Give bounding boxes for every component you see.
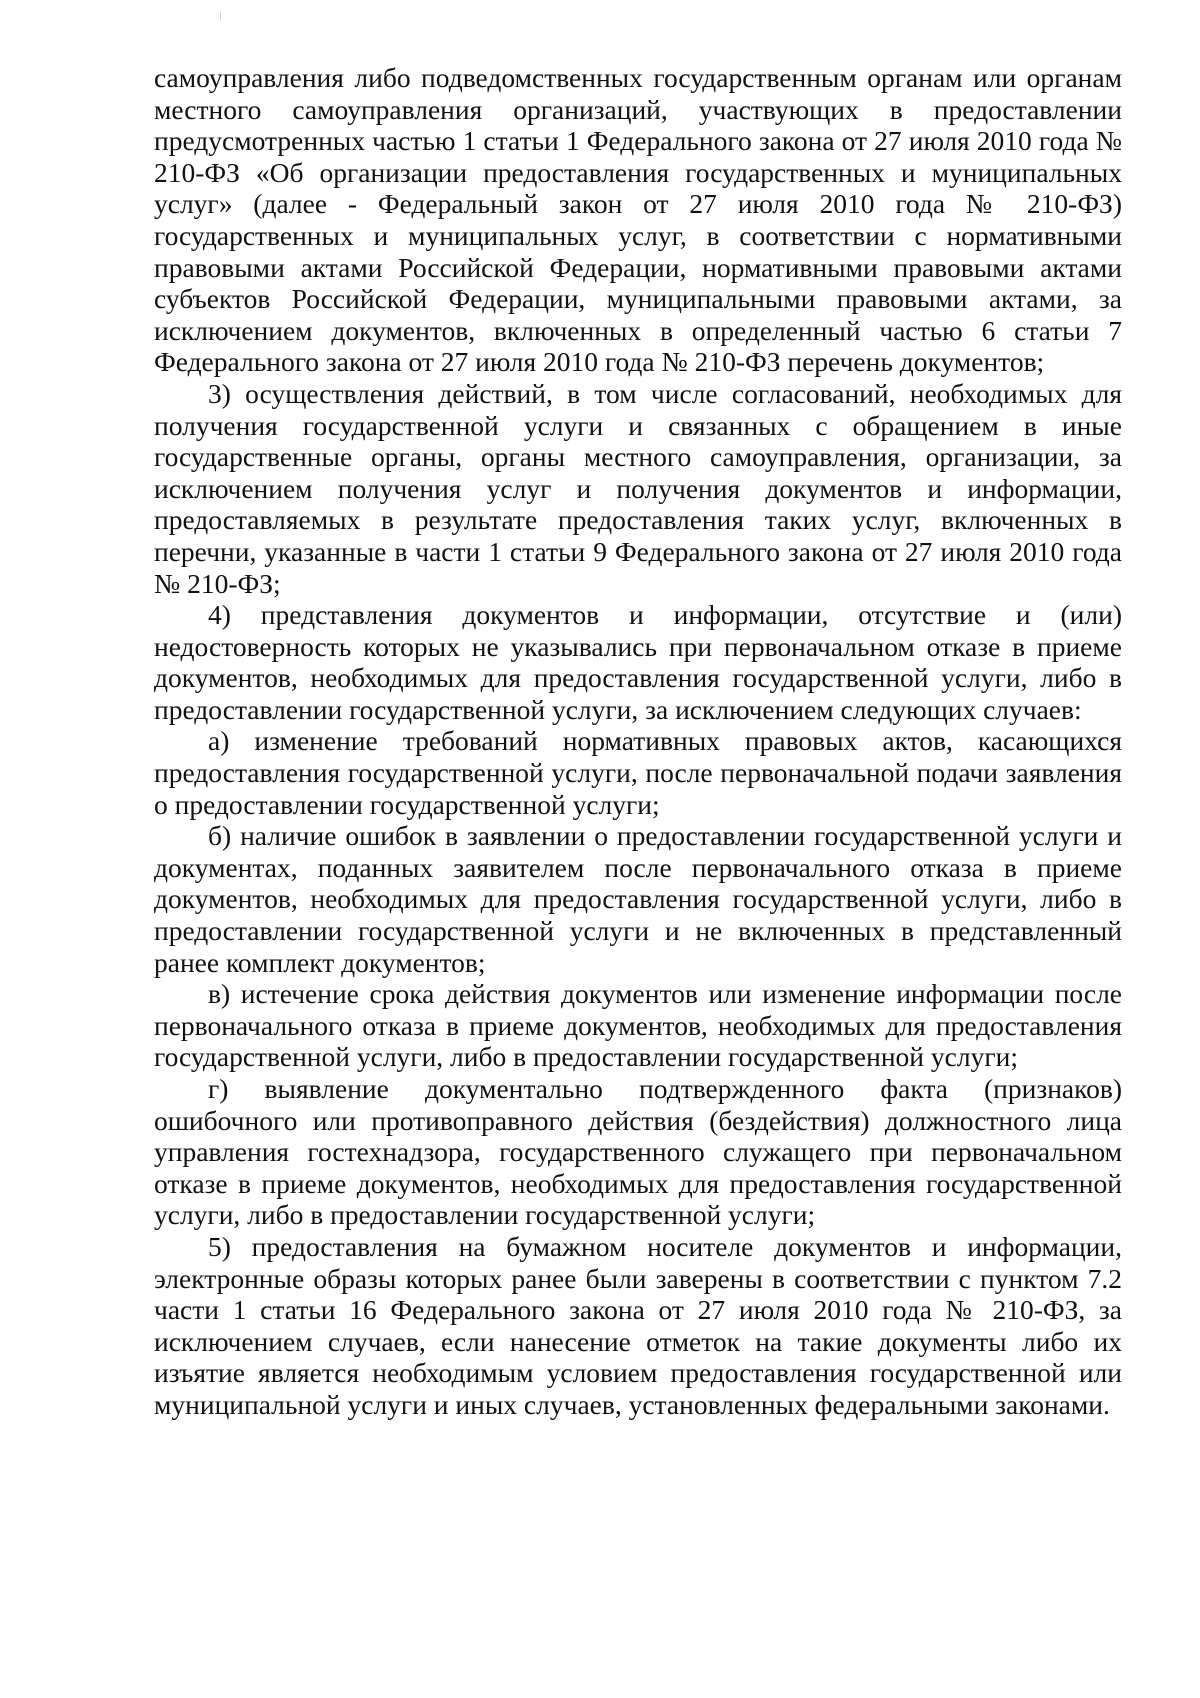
scan-artifact	[220, 12, 221, 20]
paragraph-item-4g: г) выявление документально подтвержденного факта (признаков) ошибочного или противоправного действия (бездействия) должностного лица управления гостехнадзора, государственного служащего при первоначальном отказе в приеме документов, необходимых для предоставления государственной услуги, либо в предоставлении государственной услуги;	[154, 1073, 1122, 1231]
document-body	[154, 62, 1122, 1421]
paragraph-item-4: 4) представления документов и информации, отсутствие и (или) недостоверность которых не указывались при первоначальном отказе в приеме документов, необходимых для предоставления государственной услуги, либо в предоставлении государственной услуги, за исключением следующих случаев:	[154, 599, 1122, 725]
paragraph-item-5: 5) предоставления на бумажном носителе документов и информации, электронные образы которых ранее были заверены в соответствии с пунктом 7.2 части 1 статьи 16 Федерального закона от 27 июля 2010 года № 210-ФЗ, за исключением случаев, если нанесение отметок на такие документы либо их изъятие является необходимым условием предоставления государственной или муниципальной услуги и иных случаев, установленных федеральными законами.	[154, 1230, 1122, 1420]
paragraph-item-4a: а) изменение требований нормативных правовых актов, касающихся предоставления государственной услуги, после первоначальной подачи заявления о предоставлении государственной услуги;	[154, 725, 1122, 820]
paragraph-item-4b: б) наличие ошибок в заявлении о предоставлении государственной услуги и документах, поданных заявителем после первоначального отказа в приеме документов, необходимых для предоставления государственной услуги, либо в предоставлении государственной услуги и не включенных в представленный ранее комплект документов;	[154, 820, 1122, 978]
paragraph-item-3: 3) осуществления действий, в том числе согласований, необходимых для получения государственной услуги и связанных с обращением в иные государственные органы, органы местного самоуправления, организации, за исключением получения услуг и получения документов и информации, предоставляемых в результате предоставления таких услуг, включенных в перечни, указанные в части 1 статьи 9 Федерального закона от 27 июля 2010 года № 210-ФЗ;	[154, 377, 1122, 599]
paragraph-item-4v: в) истечение срока действия документов или изменение информации после первоначального отказа в приеме документов, необходимых для предоставления государственной услуги, либо в предоставлении государственной услуги;	[154, 978, 1122, 1073]
paragraph-continuation: самоуправления либо подведомственных государственным органам или органам местного самоуправления организаций, участвующих в предоставлении предусмотренных частью 1 статьи 1 Федерального закона от 27 июля 2010 года № 210-ФЗ «Об организации предоставления государственных и муниципальных услуг» (далее - Федеральный закон от 27 июля 2010 года № 210-ФЗ) государственных и муниципальных услуг, в соответствии с нормативными правовыми актами Российской Федерации, нормативными правовыми актами субъектов Российской Федерации, муниципальными правовыми актами, за исключением документов, включенных в определенный частью 6 статьи 7 Федерального закона от 27 июля 2010 года № 210-ФЗ перечень документов;	[154, 62, 1122, 378]
